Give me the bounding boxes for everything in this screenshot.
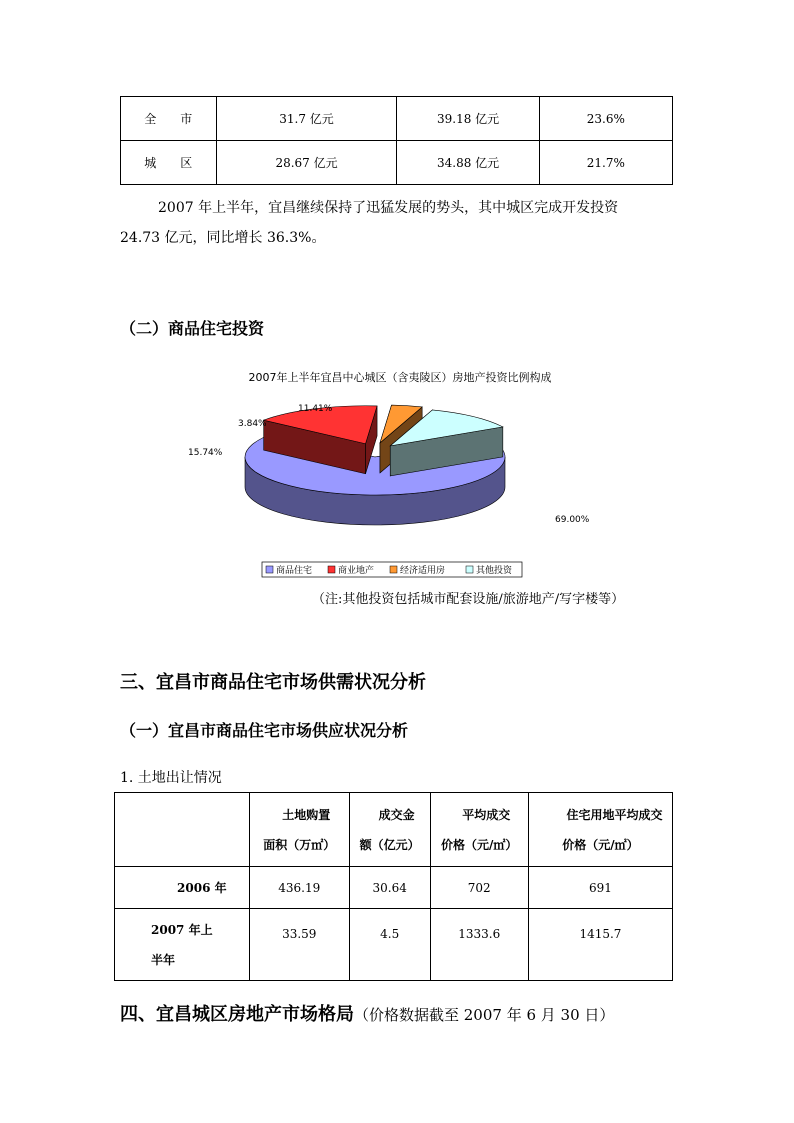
- section-heading: [120, 1000, 614, 1026]
- header-cell: [249, 793, 349, 867]
- legend-swatch: [328, 566, 335, 573]
- legend-label: 商业地产: [338, 566, 375, 576]
- header-line: 价格（元/㎡）: [441, 837, 518, 852]
- table-cell: 436.19: [249, 867, 349, 909]
- header-line: 额（亿元）: [359, 837, 420, 852]
- table-cell: 33.59: [249, 909, 349, 981]
- pie-chart: [180, 362, 620, 587]
- pie-chart-svg: [180, 362, 620, 587]
- legend-swatch: [390, 566, 397, 573]
- data-label: 15.74%: [188, 448, 223, 458]
- row-label: 城 区: [121, 141, 217, 185]
- land-sale-table: [114, 792, 673, 981]
- header-line: 成交金: [378, 807, 415, 822]
- header-cell: [528, 793, 672, 867]
- table-cell: 691: [528, 867, 672, 909]
- table-cell: 4.5: [349, 909, 430, 981]
- legend-swatch: [466, 566, 473, 573]
- table-cell: 30.64: [349, 867, 430, 909]
- table-cell: 21.7%: [539, 141, 672, 185]
- table-cell: 31.7 亿元: [216, 97, 397, 141]
- table-row: [115, 909, 673, 981]
- header-line: 面积（万㎡）: [263, 837, 336, 852]
- header-cell: [115, 793, 250, 867]
- row-label-line: 2007 年上: [151, 922, 213, 937]
- header-line: 土地购置: [282, 807, 331, 822]
- header-cell: [430, 793, 528, 867]
- row-label: 2006 年: [115, 867, 250, 909]
- table-header-row: [115, 793, 673, 867]
- investment-table: [120, 96, 673, 185]
- table-cell: 28.67 亿元: [216, 141, 397, 185]
- header-line: 平均成交: [462, 807, 511, 822]
- table-cell: 39.18 亿元: [397, 97, 539, 141]
- table-row: [115, 867, 673, 909]
- table-cell: 34.88 亿元: [397, 141, 539, 185]
- section-title: 四、宜昌城区房地产市场格局: [120, 1004, 354, 1025]
- table-cell: 1333.6: [430, 909, 528, 981]
- chart-legend: [262, 562, 522, 577]
- legend-label: 经济适用房: [400, 566, 446, 576]
- sub-heading: 1. 土地出让情况: [120, 770, 222, 786]
- chart-title: 2007年上半年宜昌中心城区（含夷陵区）房地产投资比例构成: [248, 371, 552, 384]
- data-label: 11.41%: [298, 404, 333, 414]
- legend-label: 商品住宅: [276, 566, 313, 576]
- data-label: 69.00%: [555, 515, 590, 525]
- body-paragraph: [120, 193, 680, 253]
- legend-label: 其他投资: [476, 566, 513, 576]
- header-line: 住宅用地平均成交: [566, 807, 663, 822]
- row-label: [115, 909, 250, 981]
- table-row: [121, 141, 673, 185]
- row-label-line: 半年: [151, 952, 176, 967]
- table-cell: 23.6%: [539, 97, 672, 141]
- section-heading: （二）商品住宅投资: [120, 319, 265, 338]
- data-label: 3.84%: [238, 419, 267, 429]
- slices: [245, 405, 505, 525]
- paragraph-line: 2007 年上半年，宜昌继续保持了迅猛发展的势头，其中城区完成开发投资: [158, 200, 619, 216]
- header-line: 价格（元/㎡）: [562, 837, 639, 852]
- section-note: （价格数据截至 2007 年 6 月 30 日）: [354, 1006, 615, 1024]
- table-cell: 1415.7: [528, 909, 672, 981]
- header-cell: [349, 793, 430, 867]
- paragraph-line: 24.73 亿元，同比增长 36.3%。: [120, 230, 326, 246]
- table-row: [121, 97, 673, 141]
- row-label: 全 市: [121, 97, 217, 141]
- chart-note: （注:其他投资包括城市配套设施/旅游地产/写字楼等）: [312, 592, 625, 607]
- legend-swatch: [266, 566, 273, 573]
- subsection-heading: （一）宜昌市商品住宅市场供应状况分析: [120, 721, 409, 740]
- table-cell: 702: [430, 867, 528, 909]
- section-heading: 三、宜昌市商品住宅市场供需状况分析: [120, 672, 426, 693]
